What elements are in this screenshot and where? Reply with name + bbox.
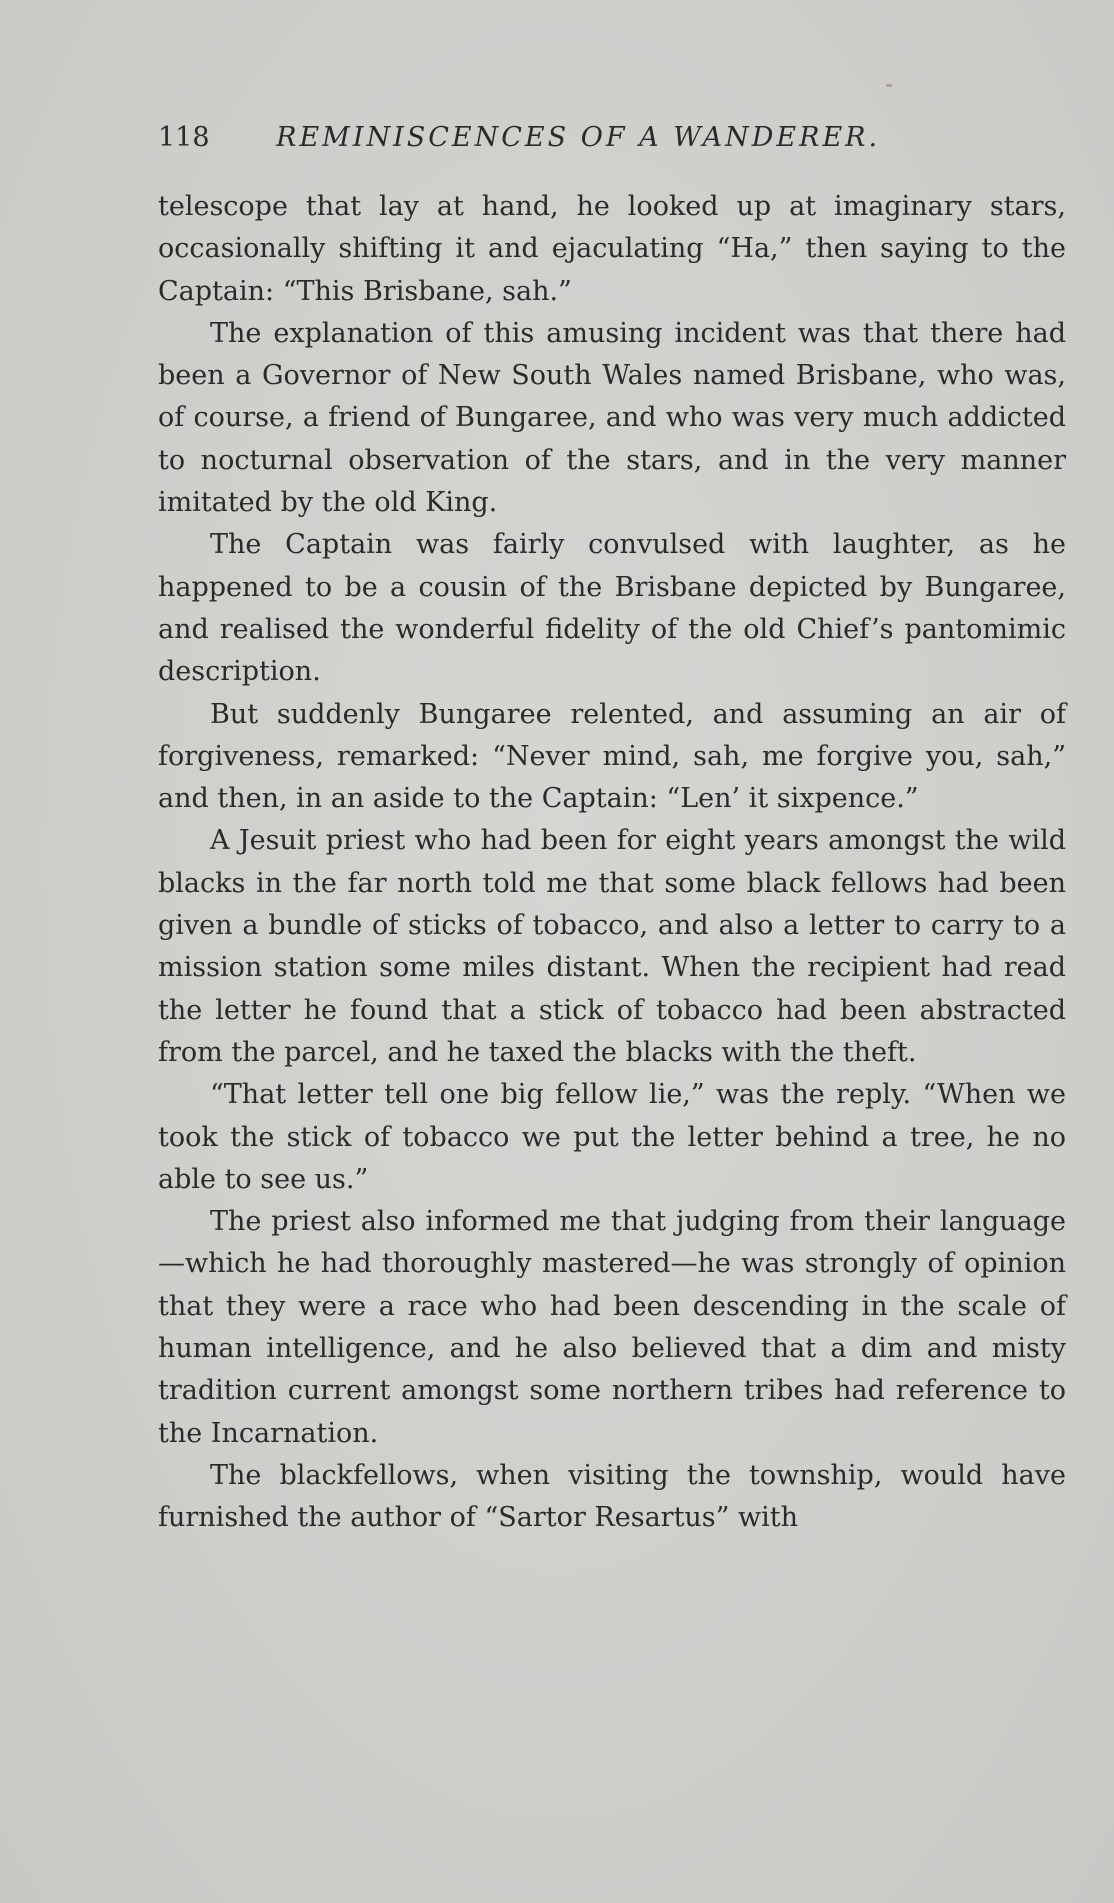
page-header [158, 118, 978, 158]
paragraph-continued: telescope that lay at hand, he looked up at imaginary stars, occasionally shifting it and ejaculating “Ha,” then saying to the Captain: “This Brisbane, sah.” [158, 191, 1066, 307]
page-number: 118 [158, 122, 210, 153]
paragraph: The explanation of this amusing incident was that there had been a Governor of New South Wales named Brisbane, who was, of course, a friend of Bungaree, and who was very much addicted to nocturnal observation of the stars, and in the very manner imitated by the old King. [158, 317, 1066, 519]
body-text [158, 186, 1066, 1540]
paper-speck [886, 84, 892, 87]
paragraph: A Jesuit priest who had been for eight years amongst the wild blacks in the far north told me that some black fellows had been given a bundle of sticks of tobacco, and also a letter to carry to a mission station some miles distant. When the recipient had read the letter he found that a stick of tobacco had been abstracted from the parcel, and he taxed the blacks with the theft. [158, 825, 1066, 1068]
running-head: REMINISCENCES OF A WANDERER. [276, 122, 881, 153]
paragraph: The blackfellows, when visiting the township, would have furnished the author of “Sartor Resartus” with [158, 1459, 1066, 1534]
paragraph: The priest also informed me that judging from their language—which he had thoroughly mastered—he was strongly of opinion that they were a race who had been descending in the scale of human intelligence, and he also believed that a dim and misty tradition current amongst some northern tribes had reference to the Incarnation. [158, 1206, 1066, 1449]
paragraph: “That letter tell one big fellow lie,” was the reply. “When we took the stick of tobacco we put the letter behind a tree, he no able to see us.” [158, 1079, 1066, 1195]
paragraph: The Captain was fairly convulsed with laughter, as he happened to be a cousin of the Brisbane depicted by Bungaree, and realised the wonderful fidelity of the old Chief’s pantomimic description. [158, 529, 1066, 688]
paragraph: But suddenly Bungaree relented, and assuming an air of forgiveness, remarked: “Never mind, sah, me forgive you, sah,” and then, in an aside to the Captain: “Len’ it sixpence.” [158, 698, 1066, 815]
